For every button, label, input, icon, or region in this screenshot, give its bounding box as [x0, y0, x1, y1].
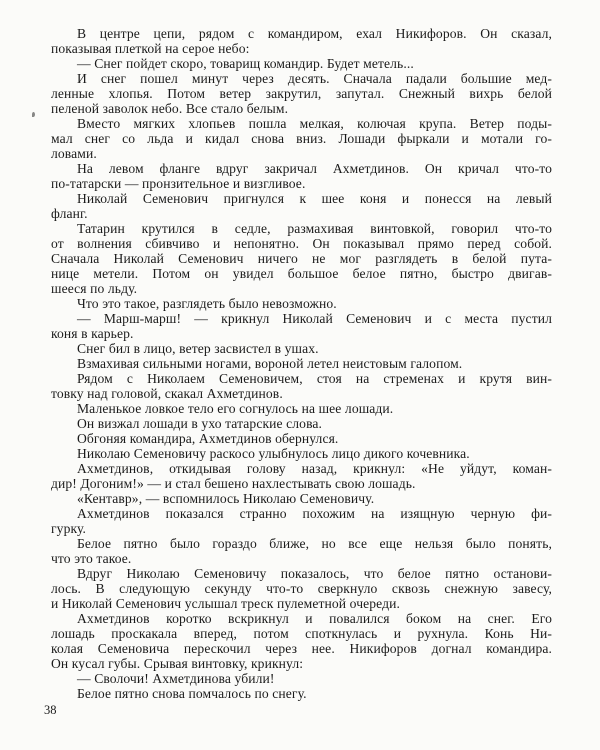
text-line: лось. В следующую секунду что-то сверкнуло сквозь снежную завесу, [51, 581, 552, 596]
text-line: Ахметдинов коротко вскрикнул и повалился боком на снег. Его [77, 611, 552, 626]
text-line: На левом фланге вдруг закричал Ахметдинов. Он кричал что-то [77, 161, 552, 176]
page-number: 38 [44, 703, 57, 717]
text-line: гурку. [51, 521, 87, 536]
text-line: нице метели. Потом он увидел большое белое пятно, быстро двигав- [51, 266, 552, 281]
text-line: Взмахивая сильными ногами, вороной летел неистовым галопом. [77, 356, 463, 371]
text-line: «Кентавр», — вспомнилось Николаю Семеновичу. [77, 491, 375, 506]
text-line: ленные хлопья. Потом ветер закрутил, запутал. Снежный вихрь белой [51, 86, 552, 101]
text-line: и Николай Семенович услышал треск пулеметной очереди. [51, 596, 401, 611]
text-line: Вместо мягких хлопьев пошла мелкая, колючая крупа. Ветер поды- [77, 116, 552, 131]
text-line: показывая плеткой на серое небо: [51, 41, 250, 56]
text-line: Белое пятно было гораздо ближе, но все еще нельзя было понять, [77, 536, 552, 551]
text-line: Татарин крутился в седле, размахивая винтовкой, говорил что-то [77, 221, 552, 236]
text-line: фланг. [51, 206, 88, 221]
text-line: Маленькое ловкое тело его согнулось на шее лошади. [77, 401, 394, 416]
page-text [51, 26, 552, 701]
text-line: Сначала Николай Семенович ничего не мог разглядеть в белой пута- [51, 251, 552, 266]
text-line: — Снег пойдет скоро, товарищ командир. Будет метель... [77, 56, 414, 71]
text-line: коня в карьер. [51, 326, 134, 341]
text-line: Ахметдинов, откидывая голову назад, крикнул: «Не уйдут, коман- [77, 461, 552, 476]
text-line: товку над головой, скакал Ахметдинов. [51, 386, 283, 401]
text-line: Он визжал лошади в ухо татарские слова. [77, 416, 323, 431]
text-line: ловами. [51, 146, 97, 161]
text-line: от волнения сбивчиво и непонятно. Он показывал прямо перед собой. [51, 236, 552, 251]
scan-artifact-speck [32, 112, 35, 117]
text-line: Вдруг Николаю Семеновичу показалось, что белое пятно останови- [77, 566, 552, 581]
text-line: Что это такое, разглядеть было невозможно. [77, 296, 337, 311]
text-line: что это такое. [51, 551, 132, 566]
text-line: шееся по льду. [51, 281, 138, 296]
text-line: В центре цепи, рядом с командиром, ехал Никифоров. Он сказал, [77, 26, 552, 41]
text-line: дир! Догоним!» — и стал бешено нахлестывать свою лошадь. [51, 476, 416, 491]
text-line: по-татарски — пронзительное и визгливое. [51, 176, 306, 191]
text-line: Ахметдинов показался странно похожим на изящную черную фи- [77, 506, 552, 521]
text-line: — Марш-марш! — крикнул Николай Семенович и с места пустил [77, 311, 552, 326]
text-line: лошадь проскакала вперед, потом споткнулась и рухнула. Конь Ни- [51, 626, 552, 641]
text-line: Обгоняя командира, Ахметдинов обернулся. [77, 431, 339, 446]
text-line: Рядом с Николаем Семеновичем, стоя на стременах и крутя вин- [77, 371, 552, 386]
text-line: мал снег со льда и кидал снова вниз. Лошади фыркали и мотали го- [51, 131, 552, 146]
text-line: Николаю Семеновичу раскосо улыбнулось лицо дикого кочевника. [77, 446, 470, 461]
text-line: Николай Семенович пригнулся к шее коня и понесся на левый [77, 191, 552, 206]
text-line: И снег пошел минут через десять. Сначала падали большие мед- [77, 71, 552, 86]
text-line: — Сволочи! Ахметдинова убили! [77, 671, 275, 686]
text-line: колая Семеновича перескочил через нее. Никифоров догнал командира. [51, 641, 552, 656]
text-line: Он кусал губы. Срывая винтовку, крикнул: [51, 656, 304, 671]
text-line: Снег бил в лицо, ветер засвистел в ушах. [77, 341, 319, 356]
text-line: пеленой заволок небо. Все стало белым. [51, 101, 289, 116]
text-line: Белое пятно снова помчалось по снегу. [77, 686, 307, 701]
